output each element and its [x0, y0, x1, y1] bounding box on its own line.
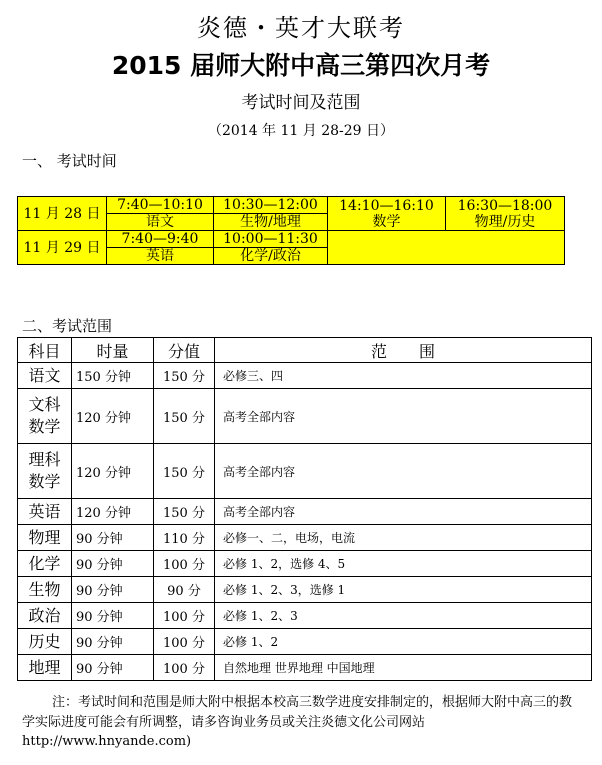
exam-date: （2014 年 11 月 28-29 日）: [207, 123, 395, 139]
range-cell: 自然地理 世界地理 中国地理: [215, 655, 592, 681]
subject-cell: 理科 数学: [18, 444, 72, 499]
scope-header-row: [18, 338, 592, 363]
subject-cell: 英语: [18, 499, 72, 525]
points-cell: 100 分: [154, 629, 215, 655]
time-slot: 16:30—18:00: [457, 197, 553, 214]
range-cell: 高考全部内容: [215, 389, 592, 444]
points-cell: 100 分: [154, 603, 215, 629]
points-cell: 150 分: [154, 389, 215, 444]
duration-cell: 90 分钟: [72, 525, 154, 551]
range-cell: 必修三、四: [215, 363, 592, 389]
duration-cell: 90 分钟: [72, 629, 154, 655]
scope-body: [18, 363, 592, 681]
time-slot: 10:00—11:30: [214, 231, 328, 248]
slot-subject: 英语: [107, 248, 214, 265]
table-row: [18, 444, 592, 499]
subject-cell: 语文: [18, 363, 72, 389]
table-row: [18, 629, 592, 655]
duration-cell: 90 分钟: [72, 655, 154, 681]
day-label: 11 月 28 日: [18, 197, 107, 231]
table-row: [18, 655, 592, 681]
points-cell: 110 分: [154, 525, 215, 551]
duration-cell: 90 分钟: [72, 603, 154, 629]
schedule-row: [18, 231, 565, 248]
points-cell: 150 分: [154, 444, 215, 499]
subject-cell: 化学: [18, 551, 72, 577]
subject-cell: 文科 数学: [18, 389, 72, 444]
day-label: 11 月 29 日: [18, 231, 107, 265]
range-cell: 必修 1、2、3，选修 1: [215, 577, 592, 603]
range-cell: 必修一、二，电场，电流: [215, 525, 592, 551]
subject-cell: 物理: [18, 525, 72, 551]
table-row: [18, 525, 592, 551]
subject-cell: 政治: [18, 603, 72, 629]
exam-title: 2015 届师大附中高三第四次月考: [111, 51, 491, 80]
schedule-row: [18, 197, 565, 214]
table-row: [18, 389, 592, 444]
empty-cell: [328, 231, 565, 265]
schedule-table: [17, 196, 565, 265]
time-slot: 14:10—16:10: [339, 197, 434, 214]
table-row: [18, 577, 592, 603]
col-header: 分值: [154, 338, 215, 363]
range-cell: 必修 1、2: [215, 629, 592, 655]
table-row: [18, 551, 592, 577]
range-cell: 高考全部内容: [215, 499, 592, 525]
section-heading-time: 一、 考试时间: [22, 152, 117, 170]
duration-cell: 90 分钟: [72, 551, 154, 577]
slot-subject: 化学/政治: [214, 248, 328, 265]
duration-cell: 120 分钟: [72, 444, 154, 499]
range-cell: 高考全部内容: [215, 444, 592, 499]
subject-cell: 生物: [18, 577, 72, 603]
slot-subject: 数学: [372, 213, 401, 230]
time-slot: 10:30—12:00: [214, 197, 328, 214]
subject-cell: 地理: [18, 655, 72, 681]
points-cell: 150 分: [154, 499, 215, 525]
subject-cell: 历史: [18, 629, 72, 655]
exam-subtitle: 考试时间及范围: [241, 93, 361, 113]
duration-cell: 120 分钟: [72, 499, 154, 525]
slot-cell: [328, 197, 446, 231]
slot-cell: [446, 197, 565, 231]
org-title: 炎德・英才大联考: [197, 14, 405, 42]
website-link[interactable]: http://www.hnyande.com): [22, 734, 192, 749]
col-header: 时量: [72, 338, 154, 363]
footnote: 注：考试时间和范围是师大附中根据本校高三数学进度安排制定的，根据师大附中高三的教学实际进度可能会有所调整，请多咨询业务员或关注炎德文化公司网站: [22, 695, 573, 730]
table-row: [18, 603, 592, 629]
range-cell: 必修 1、2、3: [215, 603, 592, 629]
col-header: 科目: [18, 338, 72, 363]
table-row: [18, 363, 592, 389]
points-cell: 100 分: [154, 655, 215, 681]
slot-subject: 物理/历史: [474, 213, 536, 230]
points-cell: 100 分: [154, 551, 215, 577]
duration-cell: 120 分钟: [72, 389, 154, 444]
duration-cell: 150 分钟: [72, 363, 154, 389]
time-slot: 7:40—9:40: [107, 231, 214, 248]
slot-subject: 生物/地理: [214, 214, 328, 231]
section-heading-scope: 二、考试范围: [22, 317, 113, 335]
points-cell: 90 分: [154, 577, 215, 603]
range-cell: 必修 1、2，选修 4、5: [215, 551, 592, 577]
scope-table: [17, 337, 592, 681]
duration-cell: 90 分钟: [72, 577, 154, 603]
slot-subject: 语文: [107, 214, 214, 231]
col-header: 范 围: [215, 338, 592, 363]
table-row: [18, 499, 592, 525]
time-slot: 7:40—10:10: [107, 197, 214, 214]
points-cell: 150 分: [154, 363, 215, 389]
